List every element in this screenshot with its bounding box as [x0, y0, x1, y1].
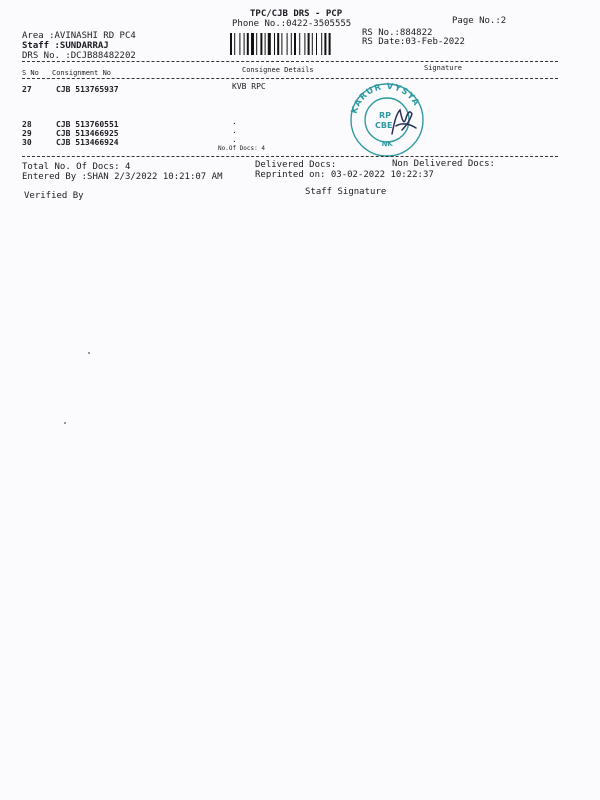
barcode-bar — [308, 33, 310, 55]
stamp-icon — [344, 80, 430, 158]
row-consignee: KVB RPC — [232, 82, 266, 91]
entered-by: Entered By :SHAN 2/3/2022 10:21:07 AM — [22, 172, 223, 182]
barcode-bar — [304, 33, 305, 55]
barcode-bar — [294, 33, 296, 55]
barcode-bar — [274, 33, 275, 55]
barcode-bar — [256, 33, 257, 55]
row-sno: 29 — [22, 129, 32, 138]
row-consignee: . — [232, 126, 237, 135]
divider — [22, 78, 558, 79]
barcode-bar — [329, 33, 331, 55]
row-consignee: . — [232, 117, 237, 126]
barcode-bar — [299, 33, 300, 55]
column-header-consignee: Consignee Details — [242, 66, 314, 74]
divider — [22, 156, 558, 157]
barcode-bar — [281, 33, 282, 55]
row-sno: 30 — [22, 138, 32, 147]
barcode-bar — [321, 33, 322, 55]
area-label: Area :AVINASHI RD PC4 — [22, 31, 136, 41]
column-header-sno: S No — [22, 69, 39, 77]
page-docs-count: No.Of Docs: 4 — [218, 145, 265, 152]
stamp-bottom-text: NK — [381, 139, 393, 149]
barcode-bar — [230, 33, 232, 55]
barcode-bar — [239, 33, 240, 55]
barcode-bar — [268, 33, 271, 55]
row-sno: 28 — [22, 120, 32, 129]
row-consignment: CJB 513760551 — [56, 120, 119, 129]
page-number: Page No.:2 — [452, 16, 507, 26]
stamp-center-text: CBE — [375, 121, 393, 130]
column-header-consignment: Consignment No — [52, 69, 112, 77]
barcode-bar — [244, 33, 245, 55]
barcode-bar — [260, 33, 262, 55]
barcode-bar — [324, 33, 326, 55]
row-consignment: CJB 513466925 — [56, 129, 119, 138]
barcode-bar — [247, 33, 249, 55]
barcode-bar — [316, 33, 317, 55]
rs-date: RS Date:03-Feb-2022 — [362, 37, 465, 47]
stamp-ring-text: KARUR VYSYA — [349, 81, 422, 116]
signature-scribble — [392, 110, 416, 134]
verified-by: Verified By — [24, 191, 84, 201]
row-sno: 27 — [22, 85, 32, 94]
barcode-bar — [291, 33, 292, 55]
stamp-center-text: RP — [379, 111, 392, 120]
non-delivered-docs: Non Delivered Docs: — [392, 159, 495, 169]
delivered-docs: Delivered Docs: — [255, 160, 337, 170]
row-consignee: . — [232, 135, 237, 144]
phone-number: Phone No.:0422-3505555 — [232, 19, 352, 29]
staff-label: Staff :SUNDARRAJ — [22, 41, 109, 51]
drs-number: DRS No. :DCJB88482202 — [22, 51, 136, 61]
barcode-bar — [251, 33, 254, 55]
barcode-bar — [287, 33, 288, 55]
barcode-bar — [265, 33, 266, 55]
total-docs: Total No. Of Docs: 4 — [22, 162, 131, 172]
barcode-bar — [234, 33, 235, 55]
barcode-bar — [277, 33, 279, 55]
rs-number: RS No.:884822 — [362, 28, 433, 38]
reprinted-on: Reprinted on: 03-02-2022 10:22:37 — [255, 170, 434, 180]
row-consignment: CJB 513765937 — [56, 85, 119, 94]
divider — [22, 61, 558, 62]
scan-speck — [64, 422, 66, 424]
column-header-signature: Signature — [424, 64, 462, 72]
scan-speck — [88, 352, 90, 354]
staff-signature: Staff Signature — [305, 187, 387, 197]
barcode — [230, 33, 350, 55]
row-consignment: CJB 513466924 — [56, 138, 119, 147]
report-title: TPC/CJB DRS - PCP — [250, 9, 343, 19]
barcode-bar — [312, 33, 313, 55]
